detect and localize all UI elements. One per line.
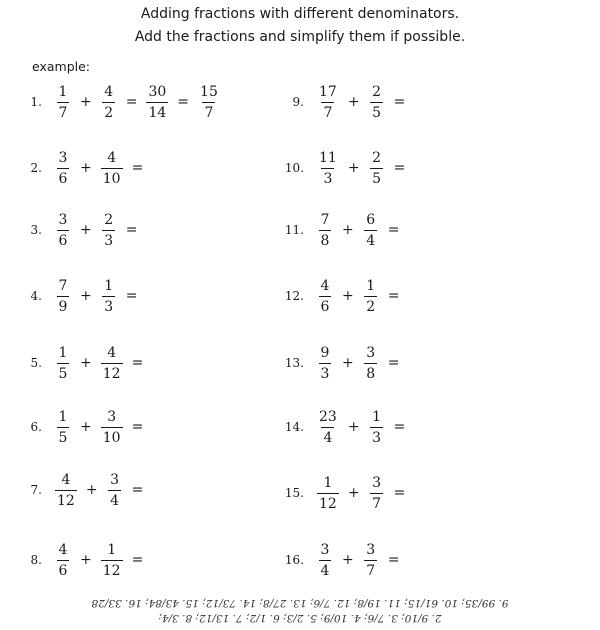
problem-4 bbox=[20, 273, 137, 319]
numerator: 1 bbox=[107, 541, 117, 558]
numerator: 3 bbox=[58, 149, 68, 166]
problem-number: 8. bbox=[30, 553, 42, 567]
numerator: 11 bbox=[319, 149, 337, 166]
equals-sign: = bbox=[131, 160, 144, 176]
denominator: 7 bbox=[370, 493, 383, 511]
equals-sign: = bbox=[131, 355, 144, 371]
numerator: 4 bbox=[58, 541, 68, 558]
numerator: 15 bbox=[200, 83, 218, 100]
denominator: 3 bbox=[102, 230, 115, 248]
fraction-b bbox=[369, 476, 385, 511]
numerator: 2 bbox=[372, 149, 382, 166]
denominator: 12 bbox=[101, 560, 123, 578]
denominator: 12 bbox=[55, 490, 77, 508]
fraction-a bbox=[55, 85, 71, 120]
problem-number: 13. bbox=[284, 356, 304, 370]
problem-number: 11. bbox=[284, 223, 304, 237]
equals-sign: = bbox=[131, 552, 144, 568]
fraction-b bbox=[101, 346, 123, 381]
denominator: 7 bbox=[57, 102, 70, 120]
plus-sign: + bbox=[347, 485, 360, 501]
numerator: 1 bbox=[372, 408, 382, 425]
fraction-a bbox=[317, 85, 339, 120]
problem-number: 1. bbox=[30, 95, 42, 109]
problem-number: 7. bbox=[30, 483, 42, 497]
denominator: 4 bbox=[321, 427, 334, 445]
numerator: 3 bbox=[107, 408, 117, 425]
denominator: 2 bbox=[102, 102, 115, 120]
problem-number: 3. bbox=[30, 223, 42, 237]
denominator: 2 bbox=[364, 296, 377, 314]
plus-sign: + bbox=[342, 288, 354, 304]
equals-sign: = bbox=[387, 222, 400, 238]
problem-10 bbox=[282, 145, 405, 191]
problem-number: 14. bbox=[284, 420, 304, 434]
problem-number: 9. bbox=[292, 95, 304, 109]
equals-sign: = bbox=[125, 94, 138, 110]
numerator: 23 bbox=[319, 408, 337, 425]
denominator: 4 bbox=[319, 560, 332, 578]
fraction-a bbox=[55, 543, 71, 578]
numerator: 3 bbox=[110, 471, 120, 488]
equals-sign: = bbox=[393, 94, 406, 110]
problem-number: 2. bbox=[30, 161, 42, 175]
numerator: 3 bbox=[366, 344, 376, 361]
denominator: 6 bbox=[57, 168, 70, 186]
denominator: 6 bbox=[57, 560, 70, 578]
denominator: 8 bbox=[364, 363, 377, 381]
problem-15 bbox=[282, 470, 405, 516]
plus-sign: + bbox=[80, 94, 92, 110]
numerator: 17 bbox=[319, 83, 337, 100]
equals-sign: = bbox=[393, 160, 406, 176]
result-fraction bbox=[146, 85, 168, 120]
fraction-b bbox=[101, 279, 117, 314]
fraction-a bbox=[55, 473, 77, 508]
equals-sign: = bbox=[393, 419, 406, 435]
fraction-a bbox=[317, 213, 333, 248]
numerator: 4 bbox=[107, 149, 117, 166]
problem-12 bbox=[282, 273, 399, 319]
problem-8 bbox=[20, 537, 143, 583]
numerator: 3 bbox=[366, 541, 376, 558]
plus-sign: + bbox=[342, 222, 354, 238]
numerator: 2 bbox=[372, 83, 382, 100]
problem-number: 6. bbox=[30, 420, 42, 434]
denominator: 5 bbox=[370, 168, 383, 186]
numerator: 6 bbox=[366, 211, 376, 228]
denominator: 3 bbox=[319, 363, 332, 381]
problem-14 bbox=[282, 404, 405, 450]
problem-number: 15. bbox=[284, 486, 304, 500]
denominator: 4 bbox=[108, 490, 121, 508]
plus-sign: + bbox=[80, 222, 92, 238]
numerator: 30 bbox=[148, 83, 167, 100]
worksheet-instructions: Add the fractions and simplify them if possible. bbox=[134, 29, 466, 45]
denominator: 10 bbox=[101, 168, 123, 186]
plus-sign: + bbox=[342, 355, 354, 371]
problem-11 bbox=[282, 207, 399, 253]
denominator: 12 bbox=[317, 493, 339, 511]
plus-sign: + bbox=[342, 552, 354, 568]
equals-sign: = bbox=[387, 552, 400, 568]
equals-sign: = bbox=[387, 288, 400, 304]
numerator: 1 bbox=[104, 277, 114, 294]
numerator: 1 bbox=[366, 277, 376, 294]
plus-sign: + bbox=[85, 482, 98, 498]
equals-sign: = bbox=[387, 355, 400, 371]
fraction-a bbox=[317, 476, 339, 511]
equals-sign: = bbox=[125, 288, 138, 304]
problem-6 bbox=[20, 404, 143, 450]
plus-sign: + bbox=[80, 288, 92, 304]
denominator: 12 bbox=[101, 363, 123, 381]
plus-sign: + bbox=[80, 160, 92, 176]
fraction-b bbox=[363, 346, 379, 381]
equals-sign: = bbox=[125, 222, 138, 238]
plus-sign: + bbox=[347, 160, 360, 176]
answer-key-line-2: 2. 9/10; 3. 7/6; 4. 10/9; 5. 2/3; 6. 1/2; 7. 13/12; 8. 3/4; bbox=[158, 612, 442, 624]
numerator: 3 bbox=[372, 474, 382, 491]
fraction-b bbox=[107, 473, 123, 508]
denominator: 7 bbox=[321, 102, 334, 120]
fraction-a bbox=[55, 410, 71, 445]
denominator: 5 bbox=[370, 102, 383, 120]
problem-1-example bbox=[20, 79, 220, 125]
numerator: 2 bbox=[104, 211, 114, 228]
answer-key-line-1: 9. 99/35; 10. 61/15; 11. 19/8; 12. 7/6; 13. 27/8; 14. 73/12; 15. 43/84; 16. 33/28 bbox=[91, 597, 509, 609]
denominator: 10 bbox=[101, 427, 123, 445]
denominator: 4 bbox=[364, 230, 377, 248]
fraction-b bbox=[363, 543, 379, 578]
numerator: 1 bbox=[58, 83, 68, 100]
denominator: 7 bbox=[202, 102, 215, 120]
worksheet-title: Adding fractions with different denominators. bbox=[140, 6, 460, 22]
fraction-b bbox=[101, 151, 123, 186]
fraction-a bbox=[317, 346, 333, 381]
fraction-a bbox=[55, 151, 71, 186]
denominator: 3 bbox=[321, 168, 334, 186]
numerator: 4 bbox=[61, 471, 71, 488]
denominator: 5 bbox=[57, 363, 70, 381]
numerator: 1 bbox=[58, 408, 68, 425]
problem-5 bbox=[20, 340, 143, 386]
problem-16 bbox=[282, 537, 399, 583]
numerator: 7 bbox=[58, 277, 68, 294]
fraction-a bbox=[55, 213, 71, 248]
denominator: 9 bbox=[57, 296, 70, 314]
fraction-a bbox=[317, 151, 339, 186]
equals-sign: = bbox=[393, 485, 406, 501]
fraction-b bbox=[363, 279, 379, 314]
denominator: 14 bbox=[146, 102, 168, 120]
fraction-a bbox=[55, 279, 71, 314]
problem-number: 16. bbox=[284, 553, 304, 567]
problem-number: 10. bbox=[284, 161, 304, 175]
fraction-a bbox=[55, 346, 71, 381]
numerator: 4 bbox=[107, 344, 117, 361]
simplified-fraction bbox=[198, 85, 220, 120]
numerator: 3 bbox=[58, 211, 68, 228]
equals-sign: = bbox=[177, 94, 190, 110]
denominator: 6 bbox=[319, 296, 332, 314]
fraction-b bbox=[369, 151, 385, 186]
plus-sign: + bbox=[347, 419, 360, 435]
fraction-b bbox=[363, 213, 379, 248]
equals-sign: = bbox=[131, 419, 144, 435]
fraction-b bbox=[369, 410, 385, 445]
equals-sign: = bbox=[131, 482, 144, 498]
problem-9 bbox=[282, 79, 405, 125]
fraction-b bbox=[101, 543, 123, 578]
problem-3 bbox=[20, 207, 137, 253]
denominator: 8 bbox=[319, 230, 332, 248]
numerator: 4 bbox=[104, 83, 114, 100]
fraction-a bbox=[317, 410, 339, 445]
numerator: 9 bbox=[320, 344, 330, 361]
fraction-b bbox=[369, 85, 385, 120]
example-label: example: bbox=[32, 59, 91, 74]
fraction-a bbox=[317, 279, 333, 314]
plus-sign: + bbox=[80, 355, 92, 371]
denominator: 7 bbox=[364, 560, 377, 578]
numerator: 4 bbox=[320, 277, 330, 294]
problem-13 bbox=[282, 340, 399, 386]
numerator: 1 bbox=[58, 344, 68, 361]
denominator: 5 bbox=[57, 427, 70, 445]
problem-number: 12. bbox=[284, 289, 304, 303]
denominator: 6 bbox=[57, 230, 70, 248]
numerator: 3 bbox=[320, 541, 330, 558]
problem-number: 5. bbox=[30, 356, 42, 370]
numerator: 1 bbox=[323, 474, 333, 491]
plus-sign: + bbox=[347, 94, 360, 110]
fraction-b bbox=[101, 410, 123, 445]
problem-number: 4. bbox=[30, 289, 42, 303]
fraction-b bbox=[101, 85, 117, 120]
fraction-a bbox=[317, 543, 333, 578]
plus-sign: + bbox=[80, 552, 92, 568]
fraction-b bbox=[101, 213, 117, 248]
numerator: 7 bbox=[320, 211, 330, 228]
plus-sign: + bbox=[80, 419, 92, 435]
problem-7 bbox=[20, 467, 143, 513]
denominator: 3 bbox=[370, 427, 383, 445]
problem-2 bbox=[20, 145, 143, 191]
denominator: 3 bbox=[102, 296, 115, 314]
